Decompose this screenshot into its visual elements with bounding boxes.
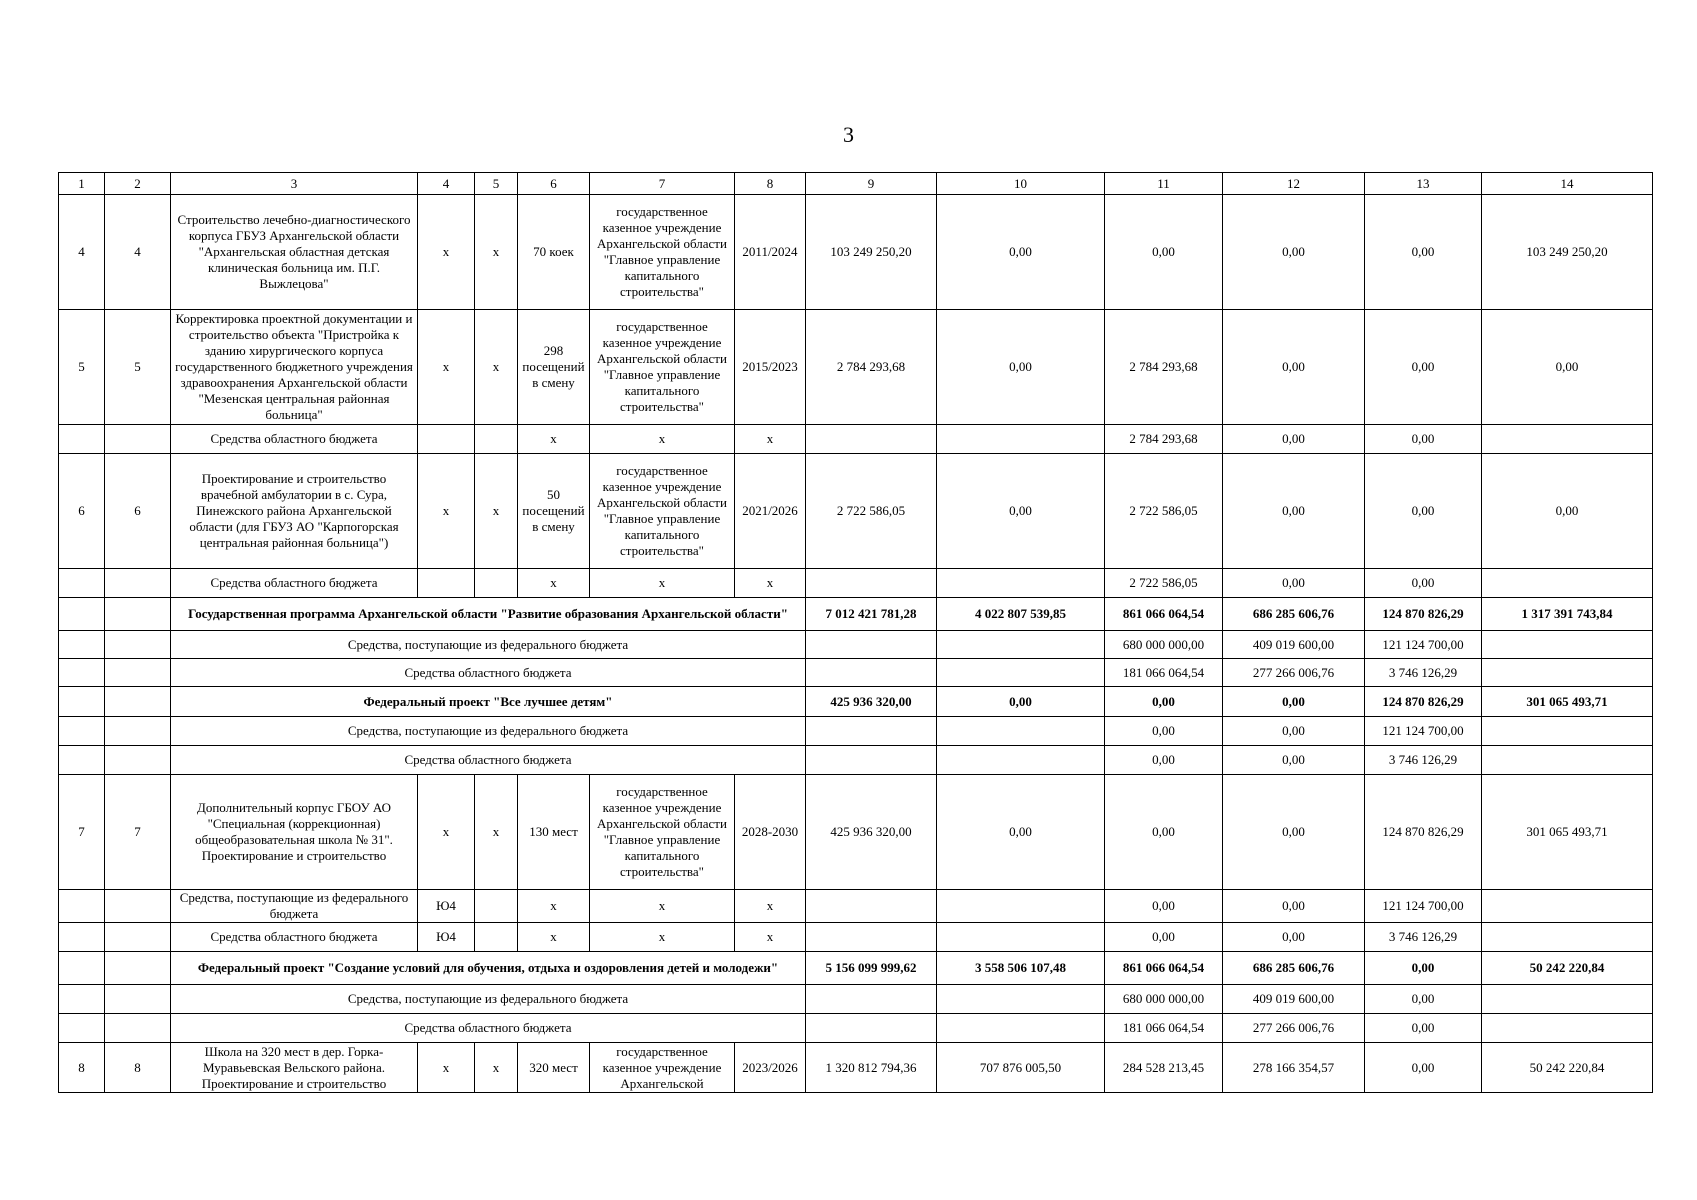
amount: 121 124 700,00 (1365, 890, 1482, 923)
cell: х (475, 310, 518, 425)
amount: 121 124 700,00 (1365, 717, 1482, 746)
amount: 1 320 812 794,36 (806, 1043, 937, 1093)
object-row (59, 310, 1653, 425)
cell: х (418, 775, 475, 890)
customer: государственное казенное учреждение Архангельской области "Главное управление капитального строительства" (590, 775, 735, 890)
cell (59, 631, 105, 659)
amount: 707 876 005,50 (937, 1043, 1105, 1093)
amount: 0,00 (1223, 775, 1365, 890)
funding-label: Средства, поступающие из федерального бюджета (171, 631, 806, 659)
amount: 0,00 (1365, 952, 1482, 985)
cell (59, 1014, 105, 1043)
period: 2011/2024 (735, 195, 806, 310)
capacity: 70 коек (518, 195, 590, 310)
cell: х (475, 775, 518, 890)
amount (1482, 631, 1653, 659)
row-number: 5 (59, 310, 105, 425)
header-cell: 6 (518, 173, 590, 195)
header-cell: 2 (105, 173, 171, 195)
amount: 301 065 493,71 (1482, 775, 1653, 890)
period: 2021/2026 (735, 454, 806, 569)
amount: 0,00 (1365, 985, 1482, 1014)
cell (105, 1014, 171, 1043)
cell: х (735, 923, 806, 952)
amount (937, 659, 1105, 687)
project-title: Федеральный проект "Создание условий для обучения, отдыха и оздоровления детей и молодежи" (171, 952, 806, 985)
object-row (59, 1043, 1653, 1093)
amount: 0,00 (1223, 195, 1365, 310)
object-number: 7 (105, 775, 171, 890)
cell: х (418, 454, 475, 569)
cell (475, 425, 518, 454)
cell (105, 890, 171, 923)
amount (1482, 923, 1653, 952)
funding-label: Средства областного бюджета (171, 659, 806, 687)
amount: 3 746 126,29 (1365, 746, 1482, 775)
cell: х (418, 310, 475, 425)
amount: 686 285 606,76 (1223, 598, 1365, 631)
amount: 0,00 (1223, 923, 1365, 952)
cell (105, 569, 171, 598)
amount: 0,00 (1223, 569, 1365, 598)
header-cell: 11 (1105, 173, 1223, 195)
header-cell: 9 (806, 173, 937, 195)
amount (806, 425, 937, 454)
cell: х (590, 923, 735, 952)
amount: 0,00 (1105, 195, 1223, 310)
cell (59, 890, 105, 923)
funding-label: Средства областного бюджета (171, 569, 418, 598)
funding-label: Средства областного бюджета (171, 923, 418, 952)
cell (105, 717, 171, 746)
amount: 181 066 064,54 (1105, 659, 1223, 687)
capacity: 50 посещений в смену (518, 454, 590, 569)
program-row (59, 598, 1653, 631)
cell: х (475, 454, 518, 569)
period: 2028-2030 (735, 775, 806, 890)
amount: 1 317 391 743,84 (1482, 598, 1653, 631)
amount (937, 569, 1105, 598)
cell (105, 631, 171, 659)
customer: государственное казенное учреждение Архангельской области "Главное управление капитального строительства" (590, 454, 735, 569)
amount (806, 746, 937, 775)
amount (1482, 569, 1653, 598)
amount: 0,00 (1365, 569, 1482, 598)
amount: 0,00 (1482, 310, 1653, 425)
amount: 0,00 (1105, 890, 1223, 923)
amount (937, 1014, 1105, 1043)
amount (937, 425, 1105, 454)
row-number: 6 (59, 454, 105, 569)
amount: 2 784 293,68 (806, 310, 937, 425)
object-name: Школа на 320 мест в дер. Горка-Муравьевская Вельского района. Проектирование и строительство (171, 1043, 418, 1093)
funding-label: Средства, поступающие из федерального бюджета (171, 985, 806, 1014)
amount: 0,00 (1105, 746, 1223, 775)
funding-row (59, 717, 1653, 746)
amount: 0,00 (1223, 687, 1365, 717)
amount: 5 156 099 999,62 (806, 952, 937, 985)
object-row (59, 195, 1653, 310)
amount: 0,00 (1365, 195, 1482, 310)
amount: 121 124 700,00 (1365, 631, 1482, 659)
funding-label: Средства областного бюджета (171, 425, 418, 454)
project-row (59, 952, 1653, 985)
object-number: 5 (105, 310, 171, 425)
cell: х (518, 923, 590, 952)
cell (105, 923, 171, 952)
object-name: Проектирование и строительство врачебной амбулатории в с. Сура, Пинежского района Архангельской области (для ГБУЗ АО "Карпогорская центральная районная больница") (171, 454, 418, 569)
cell (105, 985, 171, 1014)
amount: 50 242 220,84 (1482, 1043, 1653, 1093)
header-cell: 12 (1223, 173, 1365, 195)
amount: 409 019 600,00 (1223, 985, 1365, 1014)
amount: 425 936 320,00 (806, 687, 937, 717)
amount: 3 746 126,29 (1365, 923, 1482, 952)
funding-row (59, 1014, 1653, 1043)
amount: 0,00 (1105, 923, 1223, 952)
amount: 0,00 (1223, 890, 1365, 923)
funding-row (59, 890, 1653, 923)
funding-row (59, 985, 1653, 1014)
amount: 0,00 (1365, 310, 1482, 425)
header-cell: 13 (1365, 173, 1482, 195)
header-cell: 1 (59, 173, 105, 195)
object-name: Дополнительный корпус ГБОУ АО "Специальная (коррекционная) общеобразовательная школа № 31". Проектирование и строительство (171, 775, 418, 890)
amount (806, 1014, 937, 1043)
funding-label: Средства областного бюджета (171, 746, 806, 775)
amount (937, 631, 1105, 659)
cell (59, 923, 105, 952)
capacity: 130 мест (518, 775, 590, 890)
header-cell: 5 (475, 173, 518, 195)
amount (1482, 425, 1653, 454)
page-number: 3 (843, 122, 854, 147)
funding-label: Средства, поступающие из федерального бюджета (171, 890, 418, 923)
amount: 861 066 064,54 (1105, 952, 1223, 985)
amount (806, 985, 937, 1014)
amount: 0,00 (1223, 454, 1365, 569)
cell: х (735, 425, 806, 454)
amount: 0,00 (1223, 746, 1365, 775)
cell: х (418, 1043, 475, 1093)
amount: 50 242 220,84 (1482, 952, 1653, 985)
amount: 0,00 (1365, 1014, 1482, 1043)
cell (105, 598, 171, 631)
amount: 124 870 826,29 (1365, 598, 1482, 631)
cell (105, 746, 171, 775)
customer: государственное казенное учреждение Архангельской области "Главное управление капитального строительства" (590, 310, 735, 425)
header-row (59, 173, 1653, 195)
cell (59, 569, 105, 598)
cell: х (475, 1043, 518, 1093)
amount: 284 528 213,45 (1105, 1043, 1223, 1093)
amount: 0,00 (1482, 454, 1653, 569)
cell (59, 598, 105, 631)
cell (105, 687, 171, 717)
header-cell: 14 (1482, 173, 1653, 195)
amount: 0,00 (1223, 717, 1365, 746)
cell: х (518, 425, 590, 454)
amount: 277 266 006,76 (1223, 659, 1365, 687)
amount: 124 870 826,29 (1365, 687, 1482, 717)
cell (59, 952, 105, 985)
program-title: Государственная программа Архангельской области "Развитие образования Архангельской области" (171, 598, 806, 631)
amount: 301 065 493,71 (1482, 687, 1653, 717)
amount: 3 558 506 107,48 (937, 952, 1105, 985)
amount: 0,00 (937, 687, 1105, 717)
cell (59, 985, 105, 1014)
cell (59, 687, 105, 717)
cell: х (475, 195, 518, 310)
funding-row (59, 746, 1653, 775)
funding-row (59, 923, 1653, 952)
cell (59, 425, 105, 454)
amount: 0,00 (937, 195, 1105, 310)
project-row (59, 687, 1653, 717)
amount (1482, 746, 1653, 775)
amount (1482, 985, 1653, 1014)
cell (418, 569, 475, 598)
amount: 2 784 293,68 (1105, 310, 1223, 425)
amount (937, 985, 1105, 1014)
amount: 103 249 250,20 (1482, 195, 1653, 310)
amount: 2 784 293,68 (1105, 425, 1223, 454)
customer: государственное казенное учреждение Архангельской области "Главное управление капитального строительства" (590, 195, 735, 310)
amount: 409 019 600,00 (1223, 631, 1365, 659)
header-cell: 10 (937, 173, 1105, 195)
cell (105, 952, 171, 985)
cell: х (590, 425, 735, 454)
amount: 861 066 064,54 (1105, 598, 1223, 631)
amount: 0,00 (937, 310, 1105, 425)
cell (475, 890, 518, 923)
amount (937, 923, 1105, 952)
period: 2015/2023 (735, 310, 806, 425)
amount: 2 722 586,05 (1105, 454, 1223, 569)
cell: х (735, 569, 806, 598)
amount (937, 717, 1105, 746)
amount: 277 266 006,76 (1223, 1014, 1365, 1043)
cell (105, 659, 171, 687)
amount (1482, 659, 1653, 687)
amount (806, 569, 937, 598)
amount: 680 000 000,00 (1105, 985, 1223, 1014)
header-cell: 3 (171, 173, 418, 195)
amount: 0,00 (1223, 310, 1365, 425)
amount: 686 285 606,76 (1223, 952, 1365, 985)
row-number: 8 (59, 1043, 105, 1093)
amount: 0,00 (937, 454, 1105, 569)
object-number: 8 (105, 1043, 171, 1093)
object-name: Строительство лечебно-диагностического корпуса ГБУЗ Архангельской области "Архангельская областная детская клиническая больница им. П.Г. Выжлецова" (171, 195, 418, 310)
amount (937, 746, 1105, 775)
object-number: 6 (105, 454, 171, 569)
object-number: 4 (105, 195, 171, 310)
amount: 0,00 (937, 775, 1105, 890)
cell (418, 425, 475, 454)
amount (1482, 890, 1653, 923)
cell (105, 425, 171, 454)
header-cell: 7 (590, 173, 735, 195)
object-row (59, 775, 1653, 890)
capacity: 320 мест (518, 1043, 590, 1093)
amount (937, 890, 1105, 923)
project-title: Федеральный проект "Все лучшее детям" (171, 687, 806, 717)
funding-label: Средства областного бюджета (171, 1014, 806, 1043)
object-row (59, 454, 1653, 569)
amount: 103 249 250,20 (806, 195, 937, 310)
amount: 4 022 807 539,85 (937, 598, 1105, 631)
cell (59, 659, 105, 687)
amount (1482, 1014, 1653, 1043)
cell (59, 717, 105, 746)
header-cell: 4 (418, 173, 475, 195)
amount: 0,00 (1365, 1043, 1482, 1093)
amount: 2 722 586,05 (806, 454, 937, 569)
amount: 0,00 (1223, 425, 1365, 454)
period: 2023/2026 (735, 1043, 806, 1093)
cell: х (735, 890, 806, 923)
amount: 124 870 826,29 (1365, 775, 1482, 890)
amount: 0,00 (1105, 687, 1223, 717)
header-cell: 8 (735, 173, 806, 195)
amount: 680 000 000,00 (1105, 631, 1223, 659)
amount (806, 923, 937, 952)
amount (806, 631, 937, 659)
cell (59, 746, 105, 775)
amount: 0,00 (1365, 454, 1482, 569)
cell: Ю4 (418, 890, 475, 923)
amount: 425 936 320,00 (806, 775, 937, 890)
cell: х (518, 890, 590, 923)
amount: 278 166 354,57 (1223, 1043, 1365, 1093)
cell (475, 923, 518, 952)
amount (806, 717, 937, 746)
amount (1482, 717, 1653, 746)
amount (806, 890, 937, 923)
cell: х (590, 890, 735, 923)
funding-row (59, 659, 1653, 687)
funding-row (59, 425, 1653, 454)
amount: 0,00 (1105, 775, 1223, 890)
funding-row (59, 631, 1653, 659)
cell: х (590, 569, 735, 598)
amount: 181 066 064,54 (1105, 1014, 1223, 1043)
capacity: 298 посещений в смену (518, 310, 590, 425)
funding-label: Средства, поступающие из федерального бюджета (171, 717, 806, 746)
amount: 0,00 (1365, 425, 1482, 454)
amount: 2 722 586,05 (1105, 569, 1223, 598)
cell (475, 569, 518, 598)
customer: государственное казенное учреждение Архангельской (590, 1043, 735, 1093)
budget-table (58, 172, 1653, 1093)
amount: 7 012 421 781,28 (806, 598, 937, 631)
cell: х (518, 569, 590, 598)
row-number: 7 (59, 775, 105, 890)
amount: 3 746 126,29 (1365, 659, 1482, 687)
row-number: 4 (59, 195, 105, 310)
cell: х (418, 195, 475, 310)
object-name: Корректировка проектной документации и строительство объекта "Пристройка к зданию хирургического корпуса государственного бюджетного учреждения здравоохранения Архангельской области "Мезенская центральная районная больница" (171, 310, 418, 425)
amount (806, 659, 937, 687)
cell: Ю4 (418, 923, 475, 952)
funding-row (59, 569, 1653, 598)
amount: 0,00 (1105, 717, 1223, 746)
